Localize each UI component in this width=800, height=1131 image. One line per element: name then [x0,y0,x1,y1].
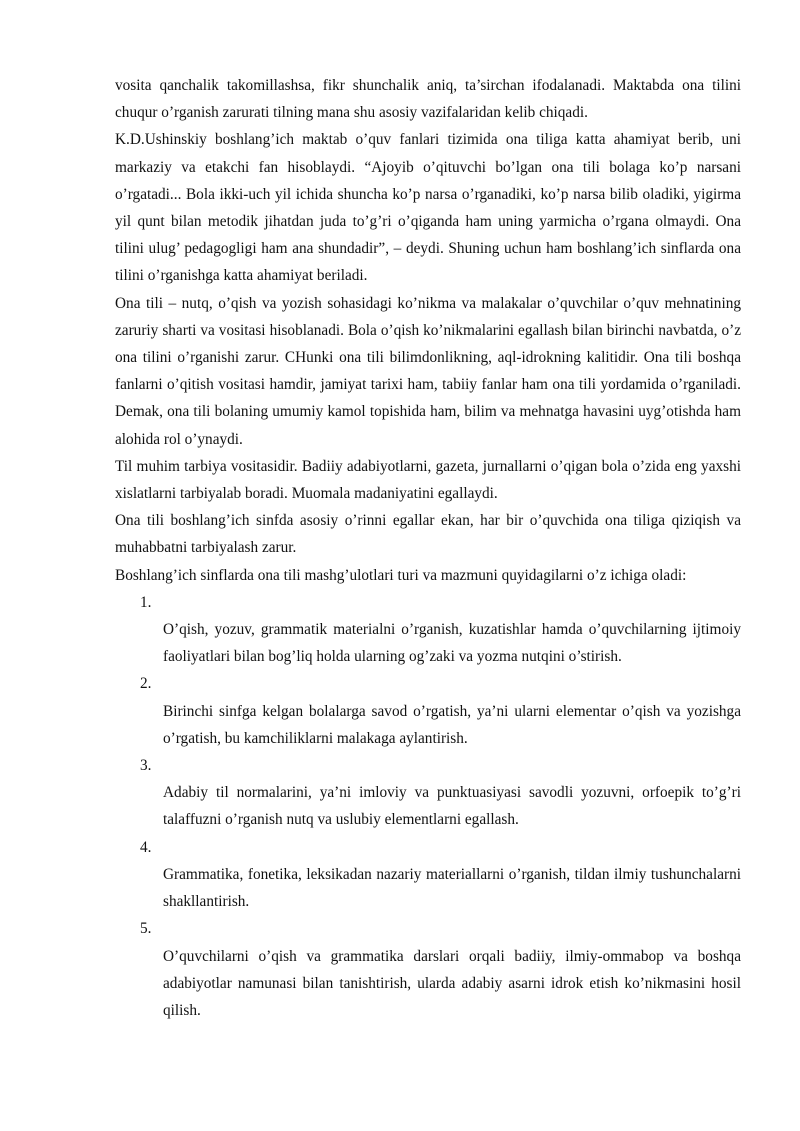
paragraph: Ona tili boshlang’ich sinfda asosiy o’rinni egallar ekan, har bir o’quvchida ona tiliga qiziqish va muhabbatni tarbiyalash zarur. [115,512,741,557]
list-item-number: 1. [140,593,152,611]
paragraph: vosita qanchalik takomillashsa, fikr shunchalik aniq, ta’sirchan ifodalanadi. Maktabda ona tilini chuqur o’rganish zarurati tilning mana shu asosiy vazifalaridan kelib chiqadi. [115,77,741,122]
paragraph: Ona tili – nutq, o’qish va yozish sohasidagi ko’nikma va malakalar o’quvchilar o’quv mehnatining zaruriy sharti va vositasi hisoblanadi. Bola o’qish ko’nikmalarini egallash bilan birinchi navbatda, o’z ona tilini o’rganishi zarur. CHunki ona tili bilimdonlikning, aql-idrokning kalitidir. Ona tili boshqa fanlarni o’qitish vositasi hamdir, jamiyat tarixi ham, tabiiy fanlar ham ona tili yordamida o’rganiladi. Demak, ona tili bolaning umumiy kamol topishida ham, bilim va mehnatga havasini uyg’otishda ham alohida rol o’ynaydi. [115,294,741,448]
list-item-text: Grammatika, fonetika, leksikadan nazariy materiallarni o’rganish, tildan ilmiy tushunchalarni shakllantirish. [163,865,741,911]
list-item [115,915,741,1024]
list-item-number: 4. [140,838,152,856]
list-item [115,670,741,752]
list-item [115,752,741,834]
list-item [115,834,741,916]
list-item-number: 3. [140,757,152,775]
list-item-text: Adabiy til normalarini, ya’ni imloviy va punktuasiyasi savodli yozuvni, orfoepik to’g’ri talaffuzni o’rganish nutq va uslubiy elementlarni egallash. [163,784,741,829]
paragraph: K.D.Ushinskiy boshlang’ich maktab o’quv fanlari tizimida ona tiliga katta ahamiyat berib, uni markaziy va etakchi fan hisoblaydi. “Ajoyib o’qituvchi bo’lgan ona tili bolaga ko’p narsani o’rgatadi... Bola ikki-uch yil ichida shuncha ko’p narsa o’rganadiki, ko’p narsa bilib oladiki, yigirma yil qunt bilan metodik jihatdan juda to’g’ri o’qiganda ham uning yarmicha o’rgana olmaydi. Ona tilini ulug’ pedagogligi ham ana shundadir”, – deydi. Shuning uchun ham boshlang’ich sinflarda ona tilini o’rganishga katta ahamiyat beriladi. [115,131,741,285]
list-item-number: 5. [140,920,152,938]
paragraph: Boshlang’ich sinflarda ona tili mashg’ulotlari turi va mazmuni quyidagilarni o’z ichiga oladi: [115,566,687,584]
paragraph: Til muhim tarbiya vositasidir. Badiiy adabiyotlarni, gazeta, jurnallarni o’qigan bola o’zida eng yaxshi xislatlarni tarbiyalab boradi. Muomala madaniyatini egallaydi. [115,457,741,503]
list-item [115,589,741,671]
list-item-text: O’qish, yozuv, grammatik materialni o’rganish, kuzatishlar hamda o’quvchilarning ijtimoiy faoliyatlari bilan bog’liq holda ularning og’zaki va yozma nutqini o’stirish. [163,621,741,666]
numbered-list [115,589,741,1024]
list-item-text: O’quvchilarni o’qish va grammatika darslari orqali badiiy, ilmiy-ommabop va boshqa adabiyotlar namunasi bilan tanishtirish, ularda adabiy asarni idrok etish ko’nikmasini hosil qilish. [163,947,741,1019]
document-body [115,72,741,1024]
list-item-text: Birinchi sinfga kelgan bolalarga savod o’rgatish, ya’ni ularni elementar o’qish va yozishga o’rgatish, bu kamchiliklarni malakaga aylantirish. [163,702,741,747]
list-item-number: 2. [140,675,152,693]
